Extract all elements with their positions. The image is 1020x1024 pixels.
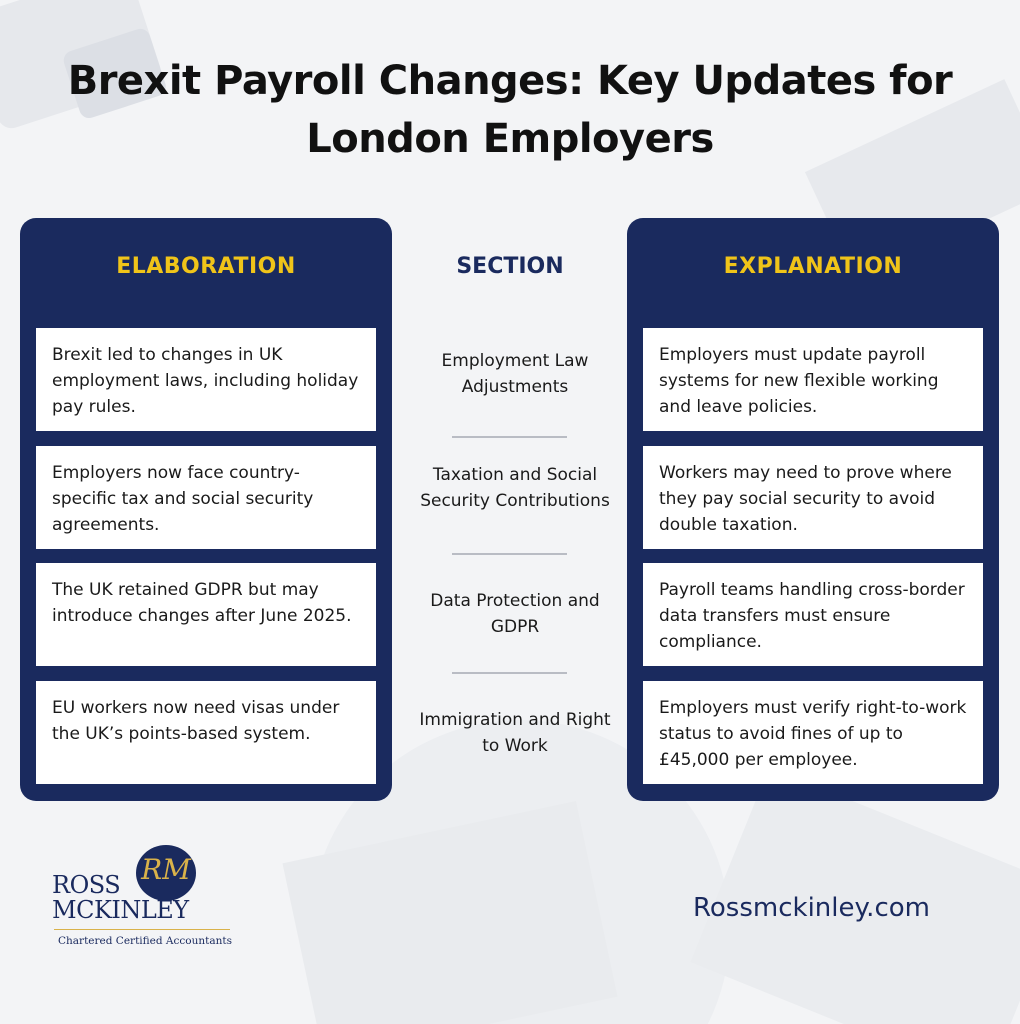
website-link[interactable]: Rossmckinley.com <box>693 893 930 923</box>
logo-divider <box>54 929 230 930</box>
explanation-card: Employers must update payroll systems for new flexible working and leave policies. <box>643 328 983 431</box>
section-divider <box>452 553 567 555</box>
section-item: Employment Law Adjustments <box>441 351 589 397</box>
company-logo <box>52 845 242 955</box>
page-title: Brexit Payroll Changes: Key Updates for London Employers <box>67 58 953 162</box>
explanation-card: Employers must verify right-to-work status to avoid fines of up to £45,000 per employee. <box>643 681 983 784</box>
elaboration-card: The UK retained GDPR but may introduce changes after June 2025. <box>36 563 376 666</box>
elaboration-card: Brexit led to changes in UK employment laws, including holiday pay rules. <box>36 328 376 431</box>
section-item: Immigration and Right to Work <box>419 710 611 756</box>
explanation-card: Payroll teams handling cross-border data transfers must ensure compliance. <box>643 563 983 666</box>
elaboration-panel <box>20 218 392 801</box>
section-item: Taxation and Social Security Contributions <box>420 465 610 511</box>
section-item: Data Protection and GDPR <box>430 591 600 637</box>
section-heading: SECTION <box>456 254 564 279</box>
logo-monogram-text: RM <box>141 853 191 886</box>
logo-name-line2: MCKINLEY <box>52 896 189 924</box>
explanation-heading: EXPLANATION <box>723 254 903 279</box>
section-divider <box>452 672 567 674</box>
elaboration-card: Employers now face country-specific tax and social security agreements. <box>36 446 376 549</box>
logo-name-line1: ROSS <box>52 871 121 899</box>
explanation-panel <box>627 218 999 801</box>
section-divider <box>452 436 567 438</box>
logo-name <box>52 873 242 923</box>
elaboration-card: EU workers now need visas under the UK’s points-based system. <box>36 681 376 784</box>
logo-tagline: Chartered Certified Accountants <box>58 935 232 947</box>
explanation-card: Workers may need to prove where they pay social security to avoid double taxation. <box>643 446 983 549</box>
elaboration-heading: ELABORATION <box>116 254 296 279</box>
